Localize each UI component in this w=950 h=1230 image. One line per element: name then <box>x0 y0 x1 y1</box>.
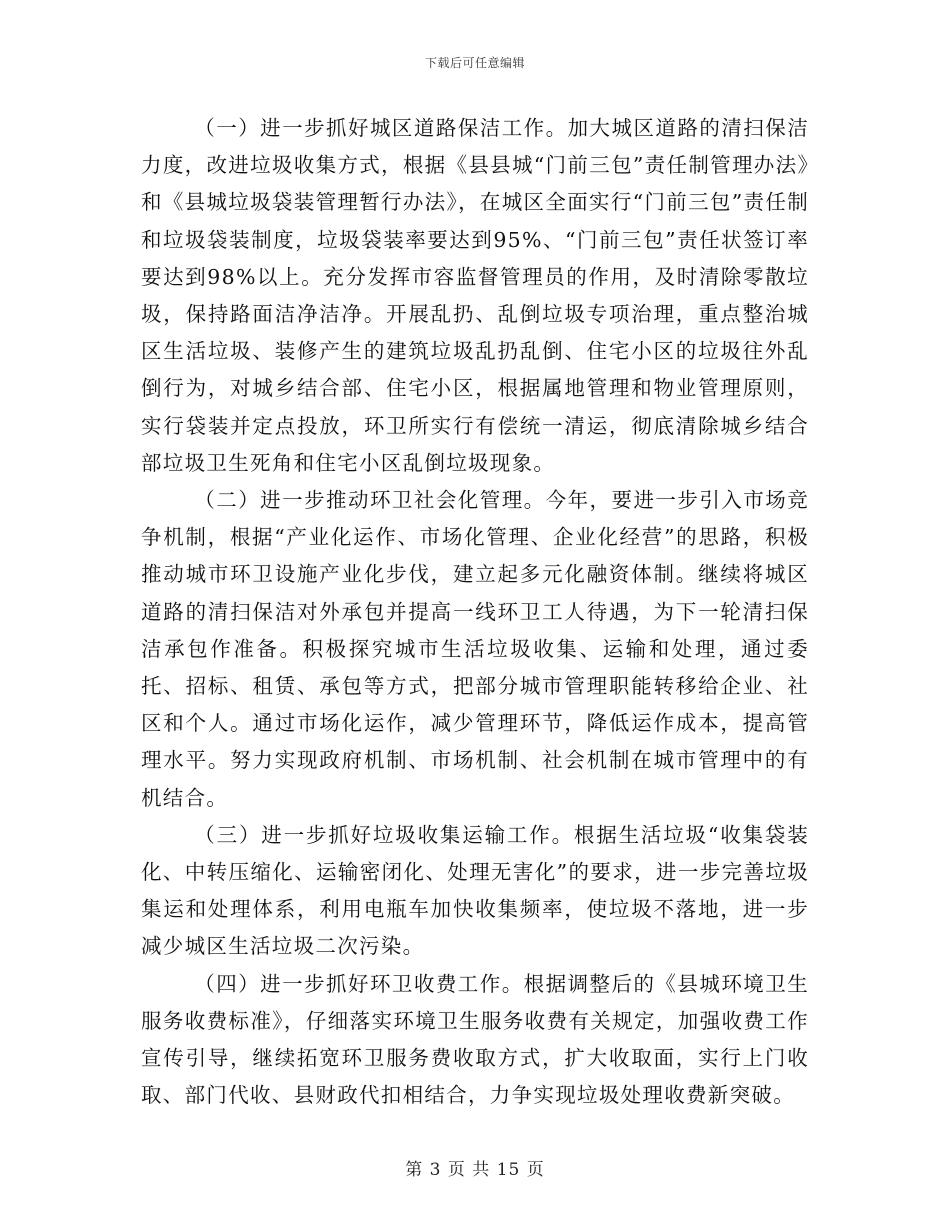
paragraph-garbage-collection: （三）进一步抓好垃圾收集运输工作。根据生活垃圾“收集袋装化、中转压缩化、运输密闭化、处理无害化”的要求，进一步完善垃圾集运和处理体系，利用电瓶车加快收集频率，使垃圾不落地，进一步减少城区生活垃圾二次污染。 <box>141 822 809 959</box>
paragraph-sanitation-roads: （一）进一步抓好城区道路保洁工作。加大城区道路的清扫保洁力度，改进垃圾收集方式，根据《县县城“门前三包”责任制管理办法》和《县城垃圾袋装管理暂行办法》，在城区全面实行“门前三包”责任制和垃圾袋装制度，垃圾袋装率要达到95%、“门前三包”责任状签订率要达到98%以上。充分发挥市容监督管理员的作用，及时清除零散垃圾，保持路面洁净洁净。开展乱扔、乱倒垃圾专项治理，重点整治城区生活垃圾、装修产生的建筑垃圾乱扔乱倒、住宅小区的垃圾往外乱倒行为，对城乡结合部、住宅小区，根据属地管理和物业管理原则，实行袋装并定点投放，环卫所实行有偿统一清运，彻底清除城乡结合部垃圾卫生死角和住宅小区乱倒垃圾现象。 <box>141 116 809 475</box>
paragraph-fee-collection: （四）进一步抓好环卫收费工作。根据调整后的《县城环境卫生服务收费标准》，仔细落实环境卫生服务收费有关规定，加强收费工作宣传引导，继续拓宽环卫服务费收取方式，扩大收取面，实行上门收取、部门代收、县财政代扣相结合，力争实现垃圾处理收费新突破。 <box>141 971 809 1108</box>
page-header: 下载后可任意编辑 <box>424 56 525 70</box>
page-number-footer: 第 3 页 共 15 页 <box>405 1160 545 1180</box>
document-body <box>141 110 809 1114</box>
paragraph-socialized-management: （二）进一步推动环卫社会化管理。今年，要进一步引入市场竞争机制，根据“产业化运作、市场化管理、企业化经营”的思路，积极推动城市环卫设施产业化步伐，建立起多元化融资体制。继续将城区道路的清扫保洁对外承包并提高一线环卫工人待遇，为下一轮清扫保洁承包作准备。积极探究城市生活垃圾收集、运输和处理，通过委托、招标、租赁、承包等方式，把部分城市管理职能转移给企业、社区和个人。通过市场化运作，减少管理环节，降低运作成本，提高管理水平。努力实现政府机制、市场机制、社会机制在城市管理中的有机结合。 <box>141 488 809 810</box>
